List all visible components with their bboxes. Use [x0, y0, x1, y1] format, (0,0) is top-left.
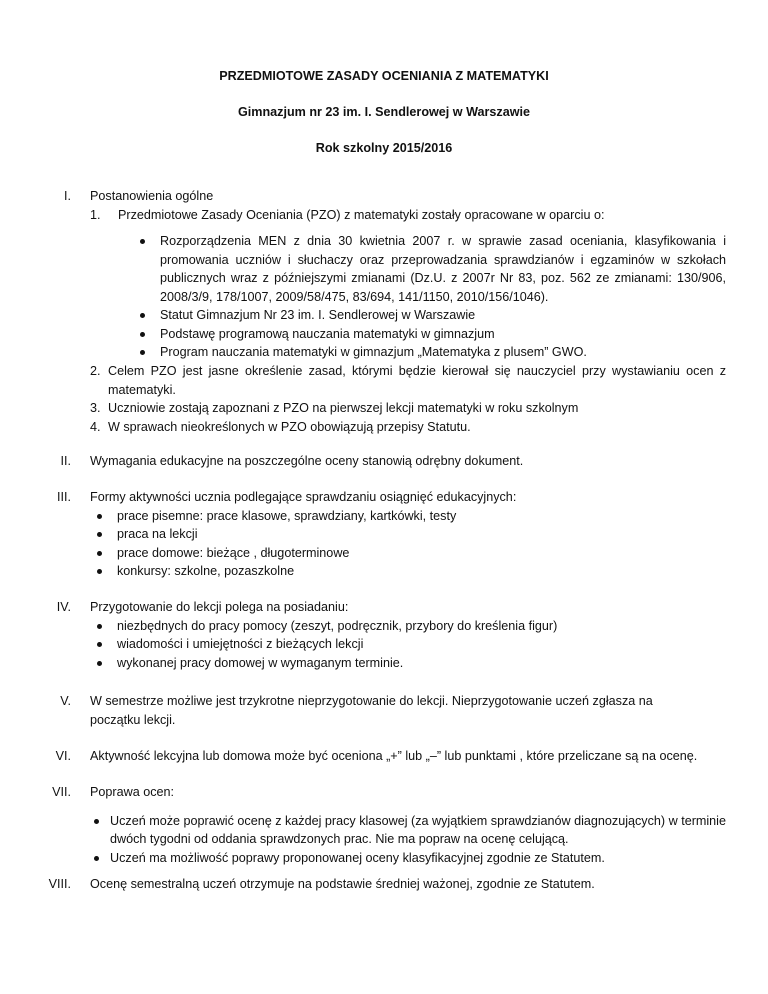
- section-5-numeral: V.: [60, 694, 71, 708]
- section-3-bullet-list: [117, 507, 726, 581]
- item-number: 4.: [90, 419, 101, 434]
- section-4-numeral: IV.: [56, 600, 71, 614]
- bullet-icon: [97, 642, 102, 647]
- list-item: Podstawę programową nauczania matematyki w gimnazjum: [160, 325, 726, 344]
- section-1-item-1: [90, 206, 726, 225]
- bullet-icon: [97, 551, 102, 556]
- section-5-line-1: W semestrze możliwe jest trzykrotne nieprzygotowanie do lekcji. Nieprzygotowanie uczeń zgłasza na: [90, 694, 653, 708]
- item-text: Celem PZO jest jasne określenie zasad, którymi będzie kierował się nauczyciel przy wystawianiu ocen z matematyki.: [108, 364, 726, 397]
- item-number: 2.: [90, 364, 101, 378]
- section-2-text: Wymagania edukacyjne na poszczególne oceny stanowią odrębny dokument.: [90, 454, 524, 468]
- item-text: Przedmiotowe Zasady Oceniania (PZO) z matematyki zostały opracowane w oparciu o:: [118, 207, 605, 222]
- section-8-numeral: VIII.: [48, 877, 71, 891]
- list-item: Rozporządzenia MEN z dnia 30 kwietnia 2007 r. w sprawie zasad oceniania, klasyfikowania i promowania uczniów i słuchaczy oraz przeprowadzania sprawdzianów i egzaminów w szkołach publicznych wraz z późniejszymi zmianami (Dz.U. z 2007r Nr 83, poz. 562 ze zmianami: 130/906, 2008/3/9, 178/1007, 2009/58/475, 83/694, 141/1150, 2010/156/1046).: [160, 232, 726, 306]
- section-1-item-2: [90, 362, 726, 399]
- section-5-line-2: początku lekcji.: [90, 712, 176, 727]
- bullet-icon: [97, 624, 102, 629]
- section-3-text: Formy aktywności ucznia podlegające sprawdzaniu osiągnięć edukacyjnych:: [90, 490, 517, 504]
- list-item: Uczeń może poprawić ocenę z każdej pracy klasowej (za wyjątkiem sprawdzianów diagnozujących) w terminie dwóch tygodni od oddania sprawdzonych prac. Nie ma popraw na ocenę celującą.: [110, 812, 726, 849]
- bullet-icon: [97, 569, 102, 574]
- item-number: 1.: [90, 207, 101, 222]
- bullet-icon: [94, 856, 99, 861]
- bullet-icon: [140, 313, 145, 318]
- list-item: prace domowe: bieżące , długoterminowe: [117, 544, 726, 563]
- item-number: 3.: [90, 401, 101, 415]
- bullet-icon: [97, 514, 102, 519]
- section-7-text: Poprawa ocen:: [90, 785, 175, 799]
- section-8-text: Ocenę semestralną uczeń otrzymuje na podstawie średniej ważonej, zgodnie ze Statutem.: [90, 877, 595, 891]
- section-6-numeral: VI.: [55, 749, 71, 763]
- section-1-item-3: [90, 399, 726, 418]
- section-6-text: Aktywność lekcyjna lub domowa może być oceniona „+” lub „–” lub punktami , które przeliczane są na ocenę.: [90, 749, 698, 763]
- list-item: wykonanej pracy domowej w wymaganym terminie.: [117, 654, 726, 673]
- bullet-icon: [140, 239, 145, 244]
- section-1-numeral: I.: [64, 189, 71, 203]
- list-item: Program nauczania matematyki w gimnazjum „Matematyka z plusem” GWO.: [160, 343, 726, 362]
- section-2-numeral: II.: [60, 454, 71, 468]
- section-1-body: [90, 187, 726, 362]
- section-7-bullet-list: [110, 812, 726, 868]
- school-name: Gimnazjum nr 23 im. I. Sendlerowej w Warszawie: [237, 105, 531, 119]
- section-4-text: Przygotowanie do lekcji polega na posiadaniu:: [90, 600, 349, 614]
- document-title: PRZEDMIOTOWE ZASADY OCENIANIA Z MATEMATYKI: [219, 69, 549, 83]
- list-item: Uczeń ma możliwość poprawy proponowanej oceny klasyfikacyjnej zgodnie ze Statutem.: [110, 849, 726, 868]
- section-3-numeral: III.: [57, 490, 71, 504]
- section-7-numeral: VII.: [52, 785, 71, 799]
- bullet-icon: [140, 332, 145, 337]
- bullet-icon: [97, 661, 102, 666]
- list-item: konkursy: szkolne, pozaszkolne: [117, 562, 726, 581]
- school-year: Rok szkolny 2015/2016: [315, 141, 453, 155]
- section-1-bullet-list: [160, 232, 726, 362]
- section-1-heading: Postanowienia ogólne: [90, 189, 214, 203]
- bullet-icon: [140, 350, 145, 355]
- list-item: praca na lekcji: [117, 525, 726, 544]
- list-item: Statut Gimnazjum Nr 23 im. I. Sendlerowej w Warszawie: [160, 306, 726, 325]
- list-item: niezbędnych do pracy pomocy (zeszyt, podręcznik, przybory do kreślenia figur): [117, 617, 726, 636]
- section-4-bullet-list: [117, 617, 726, 673]
- list-item: prace pisemne: prace klasowe, sprawdziany, kartkówki, testy: [117, 507, 726, 526]
- item-text: Uczniowie zostają zapoznani z PZO na pierwszej lekcji matematyki w roku szkolnym: [108, 401, 579, 415]
- section-1-item-4: [90, 418, 726, 437]
- bullet-icon: [94, 819, 99, 824]
- item-text: W sprawach nieokreślonych w PZO obowiązują przepisy Statutu.: [108, 419, 471, 434]
- list-item: wiadomości i umiejętności z bieżących lekcji: [117, 635, 726, 654]
- bullet-icon: [97, 532, 102, 537]
